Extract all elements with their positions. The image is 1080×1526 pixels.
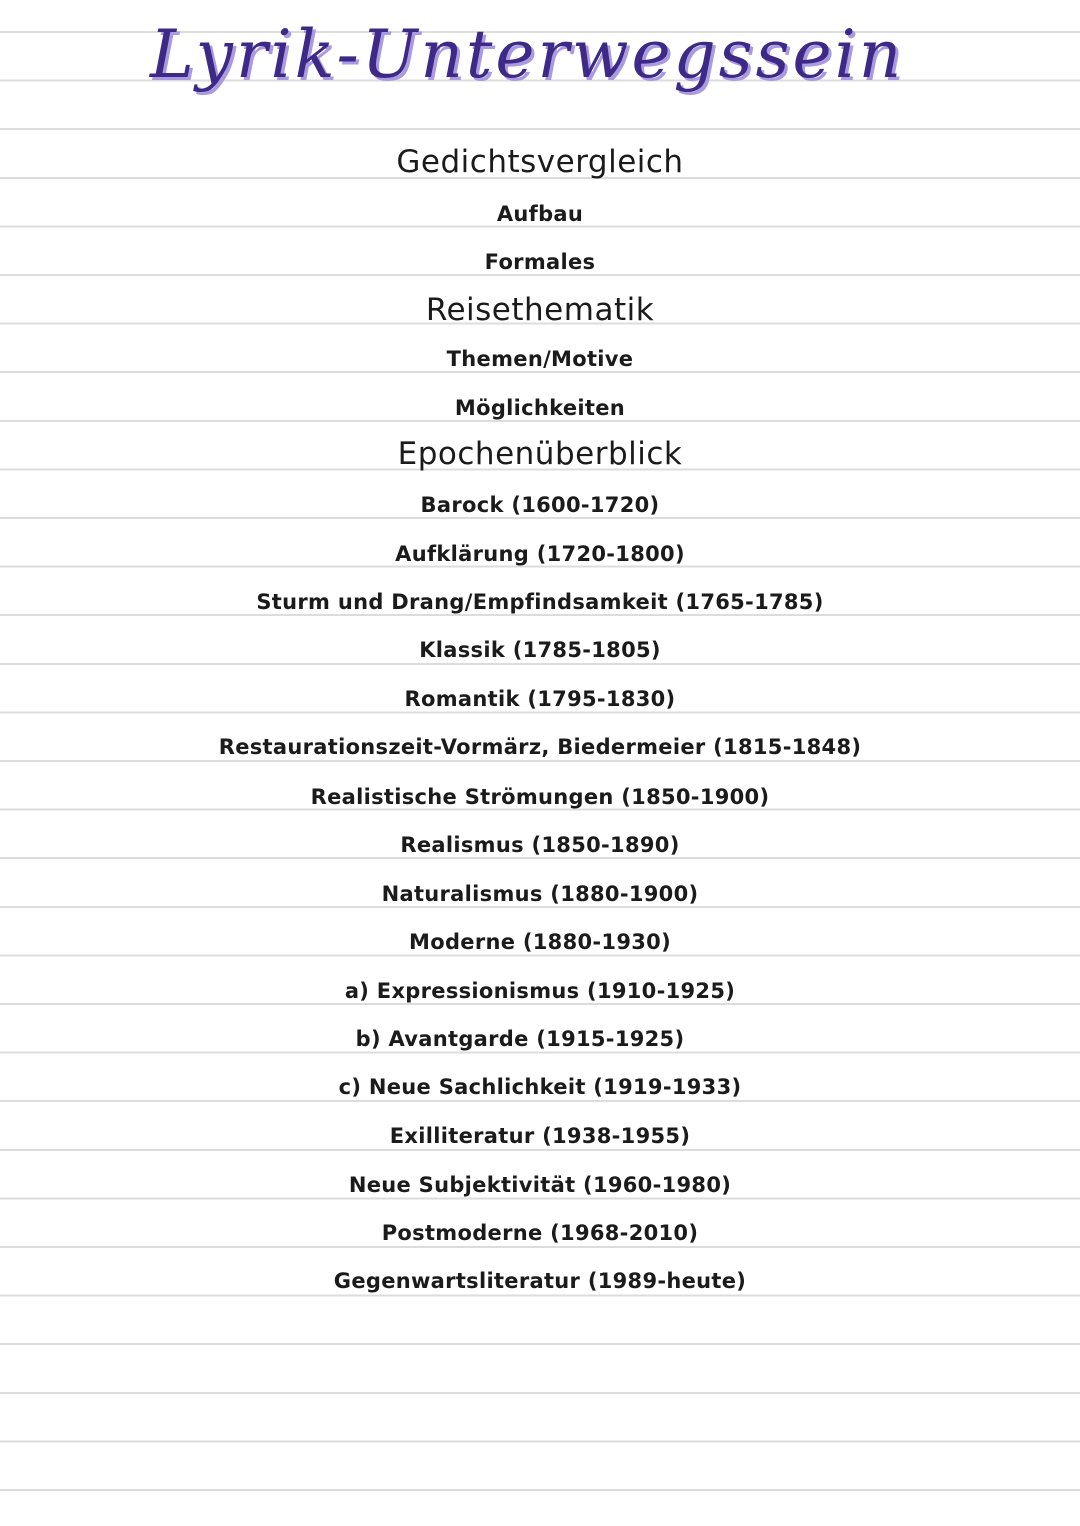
epoch-klassik: Klassik (1785-1805) [419, 638, 661, 662]
heading-gedichtsvergleich: Gedichtsvergleich [396, 144, 684, 180]
epoch-barock: Barock (1600-1720) [420, 493, 660, 517]
epoch-romantik: Romantik (1795-1830) [404, 687, 676, 711]
item-aufbau: Aufbau [496, 202, 584, 226]
heading-reisethematik: Reisethematik [425, 292, 655, 328]
epoch-exilliteratur: Exilliteratur (1938-1955) [389, 1124, 691, 1148]
epoch-avantgarde: b) Avantgarde (1915-1925) [355, 1027, 685, 1051]
epoch-naturalismus: Naturalismus (1880-1900) [381, 882, 699, 906]
epoch-realistische-stroemungen: Realistische Strömungen (1850-1900) [310, 785, 770, 809]
epoch-sturm-und-drang: Sturm und Drang/Empfindsamkeit (1765-1785) [256, 590, 824, 614]
epoch-moderne: Moderne (1880-1930) [409, 930, 671, 954]
item-moeglichkeiten: Möglichkeiten [454, 396, 626, 420]
heading-epochenueberblick: Epochenüberblick [397, 436, 683, 472]
item-themen-motive: Themen/Motive [446, 347, 634, 371]
epoch-neue-subjektivitaet: Neue Subjektivität (1960-1980) [348, 1173, 732, 1197]
epoch-aufklaerung: Aufklärung (1720-1800) [395, 542, 685, 566]
epoch-restaurationszeit: Restaurationszeit-Vormärz, Biedermeier (1815-1848) [218, 735, 862, 759]
epoch-expressionismus: a) Expressionismus (1910-1925) [344, 979, 736, 1003]
epoch-neue-sachlichkeit: c) Neue Sachlichkeit (1919-1933) [338, 1075, 742, 1099]
epoch-realismus: Realismus (1850-1890) [400, 833, 680, 857]
epoch-postmoderne: Postmoderne (1968-2010) [381, 1221, 699, 1245]
epoch-gegenwartsliteratur: Gegenwartsliteratur (1989-heute) [333, 1269, 747, 1293]
item-formales: Formales [484, 250, 596, 274]
page-title: Lyrik-Unterwegssein [150, 16, 905, 93]
